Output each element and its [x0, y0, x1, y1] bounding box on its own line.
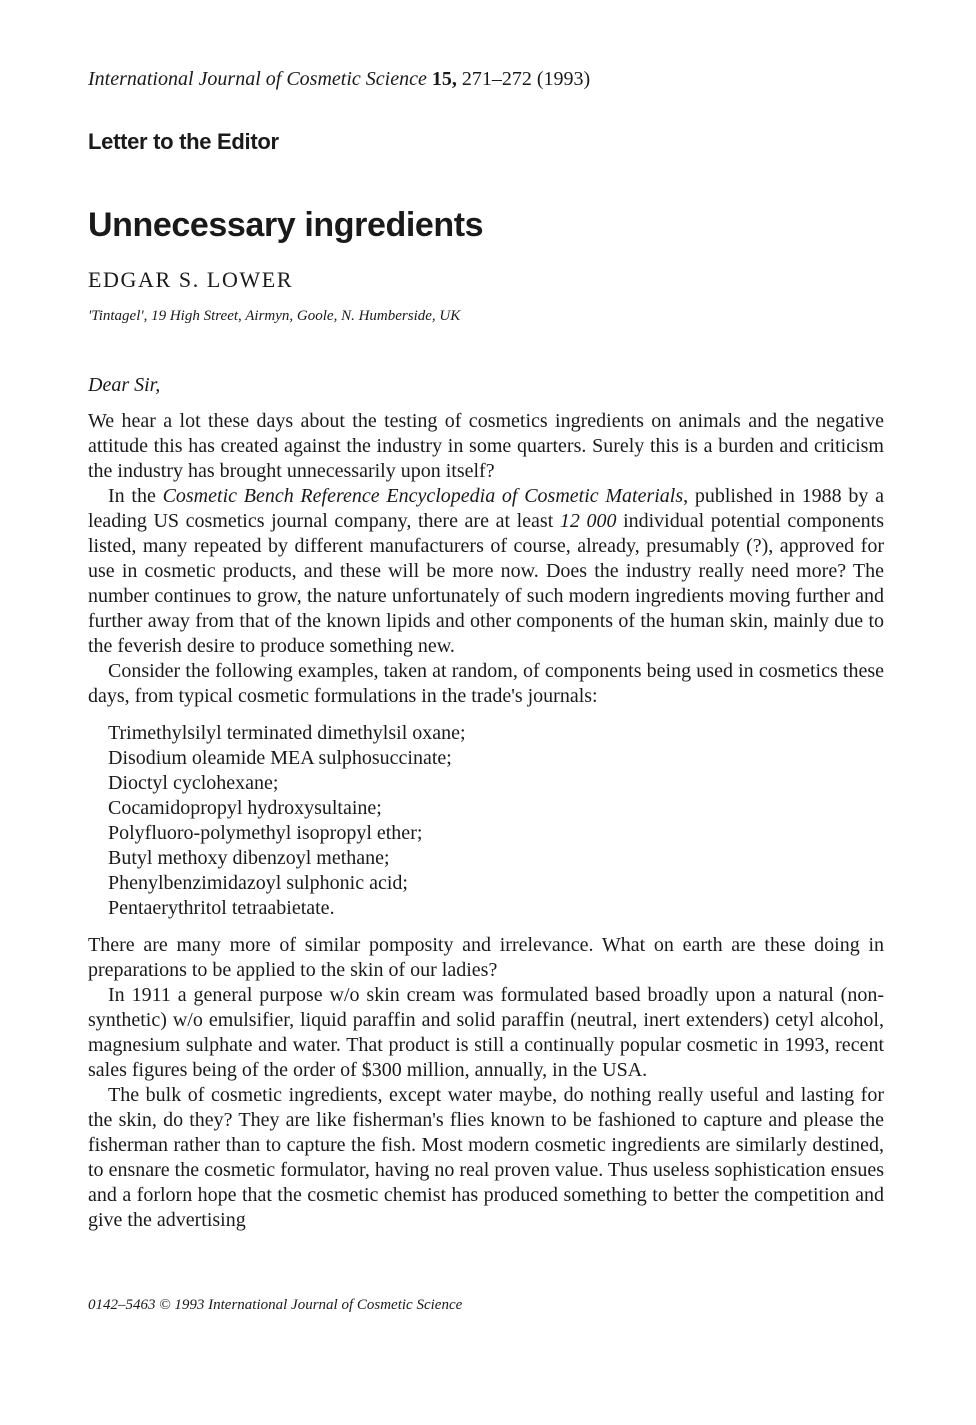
paragraph-2-middle: , published in 1988 by a leading US cosmetics journal company, there are at least: [88, 485, 884, 532]
list-item: Pentaerythritol tetraabietate.: [108, 897, 335, 919]
ingredient-list: [108, 721, 884, 921]
paragraph-4: There are many more of similar pomposity and irrelevance. What on earth are these doing in preparations to be applied to the skin of our ladies?: [88, 934, 884, 981]
article-title: Unnecessary ingredients: [88, 206, 484, 244]
journal-citation: [88, 66, 590, 92]
journal-pages-year: 271–272 (1993): [461, 68, 591, 90]
letter-body: [88, 409, 884, 1233]
paragraph-1: We hear a lot these days about the testing of cosmetics ingredients on animals and the negative attitude this has created against the industry in some quarters. Surely this is a burden and criticism the industry has brought unnecessarily upon itself?: [88, 410, 884, 482]
component-count: 12 000: [559, 510, 617, 532]
paragraph-6: The bulk of cosmetic ingredients, except water maybe, do nothing really useful and lasting for the skin, do they? They are like fisherman's flies known to be fashioned to capture and please the fisherman rather than to capture the fish. Most modern cosmetic ingredients are similarly destined, to ensnare the cosmetic formulator, having no real proven value. Thus useless sophistication ensues and a forlorn hope that the cosmetic chemist has produced something to better the competition and give the advertising: [88, 1084, 884, 1231]
book-title: Cosmetic Bench Reference Encyclopedia of Cosmetic Materials: [162, 485, 684, 507]
paragraph-3: Consider the following examples, taken at random, of components being used in cosmetics these days, from typical cosmetic formulations in the trade's journals:: [88, 660, 884, 707]
list-item: Disodium oleamide MEA sulphosuccinate;: [108, 747, 452, 769]
list-item: Dioctyl cyclohexane;: [108, 772, 279, 794]
salutation: Dear Sir,: [88, 374, 161, 396]
author-name: EDGAR S. LOWER: [88, 267, 294, 292]
list-item: Cocamidopropyl hydroxysultaine;: [108, 797, 382, 819]
paragraph-2-before: In the: [108, 485, 163, 507]
paragraph-2: [88, 484, 884, 659]
list-item: Phenylbenzimidazoyl sulphonic acid;: [108, 872, 408, 894]
list-item: Trimethylsilyl terminated dimethylsil oxane;: [108, 722, 466, 744]
journal-name: International Journal of Cosmetic Science: [88, 68, 427, 90]
paragraph-5: In 1911 a general purpose w/o skin cream was formulated based broadly upon a natural (non-synthetic) w/o emulsifier, liquid paraffin and solid paraffin (neutral, inert extenders) cetyl alcohol, magnesium sulphate and water. That product is still a continually popular cosmetic in 1993, recent sales figures being of the order of $300 million, annually, in the USA.: [88, 984, 884, 1081]
author-affiliation: 'Tintagel', 19 High Street, Airmyn, Goole, N. Humberside, UK: [88, 308, 461, 324]
journal-volume: 15,: [431, 68, 457, 90]
list-item: Polyfluoro-polymethyl isopropyl ether;: [108, 822, 423, 844]
section-label: Letter to the Editor: [88, 129, 279, 154]
list-item: Butyl methoxy dibenzoyl methane;: [108, 847, 390, 869]
paragraph-2-after: individual potential components listed, many repeated by different manufacturers of course, already, presumably (?), approved for use in cosmetic products, and these will be more now. Does the industry really need more? The number continues to grow, the nature unfortunately of such modern ingredients moving further and further away from that of the known lipids and other components of the human skin, mainly due to the feverish desire to produce something new.: [88, 510, 885, 657]
copyright-footer: 0142–5463 © 1993 International Journal of Cosmetic Science: [88, 1297, 463, 1313]
